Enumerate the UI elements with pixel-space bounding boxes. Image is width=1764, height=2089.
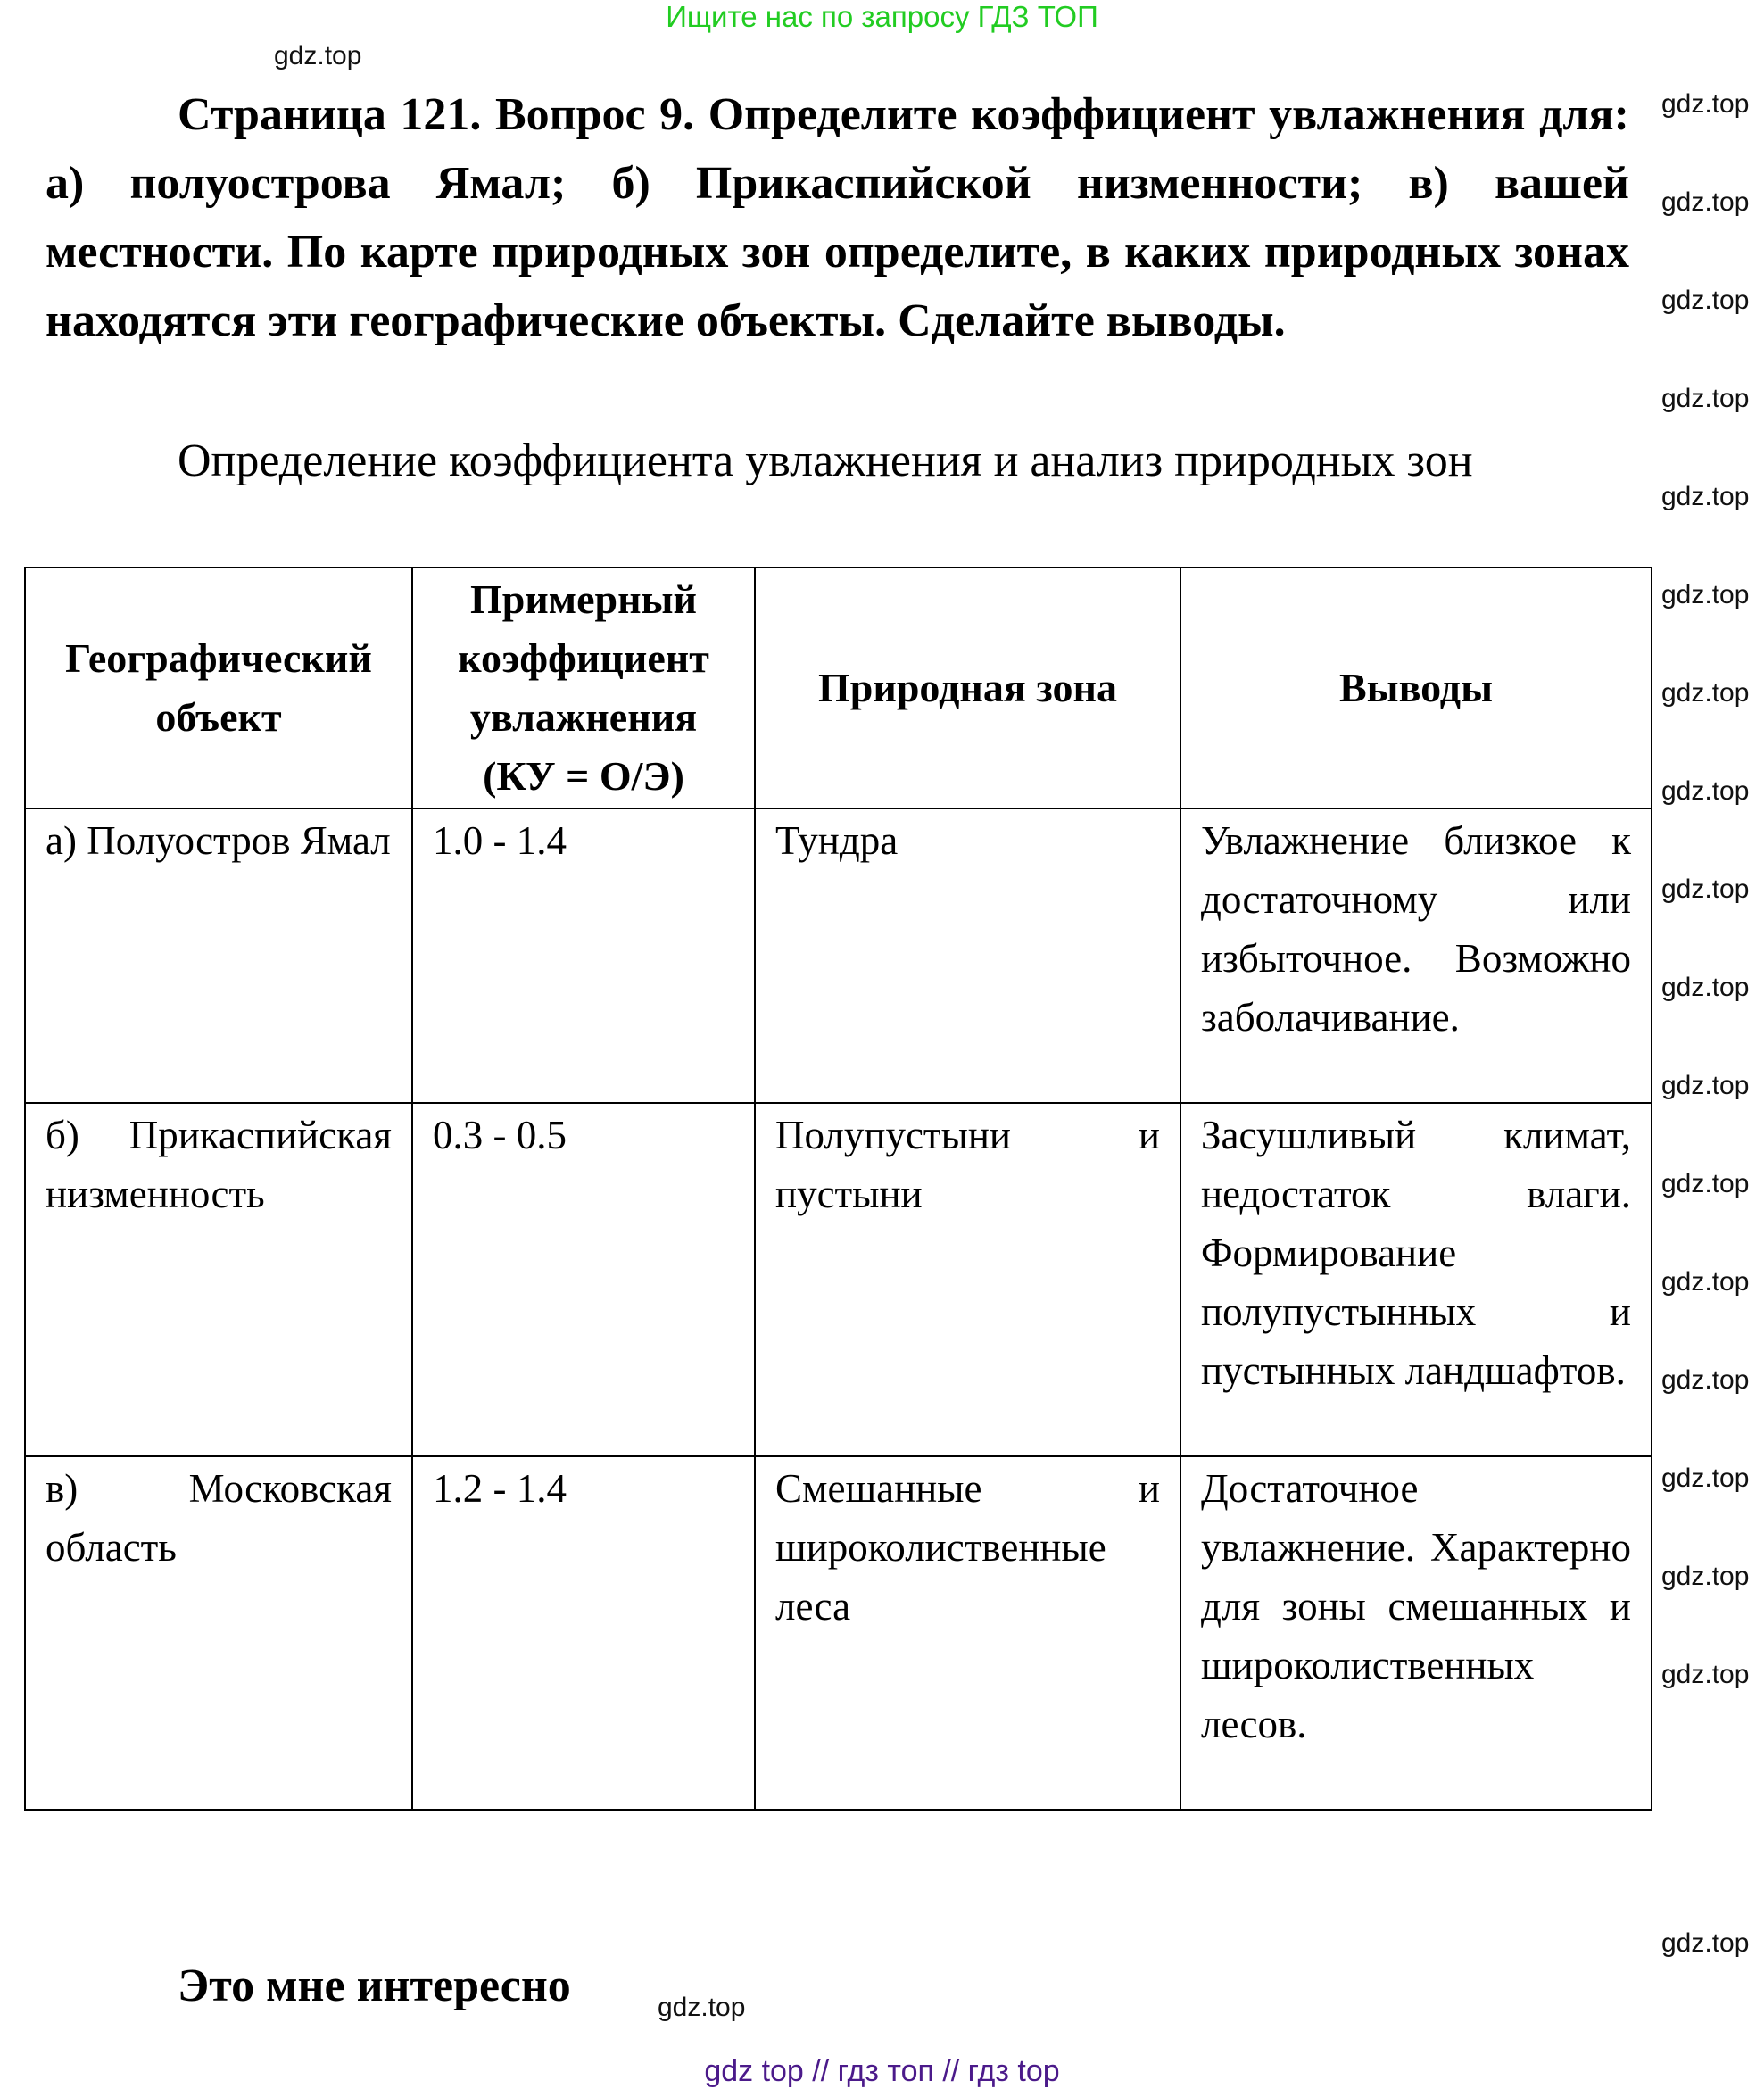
cell-object: в) Московская область — [25, 1456, 412, 1810]
watermark: gdz.top — [1661, 875, 1750, 904]
interest-heading: Это мне интересно — [178, 1961, 571, 2011]
watermark: gdz.top — [1661, 1928, 1750, 1958]
watermark: gdz.top — [1661, 187, 1750, 217]
footer-links[interactable]: gdz top // гдз топ // гдз top — [704, 2054, 1060, 2088]
watermark: gdz.top — [1661, 1071, 1750, 1100]
cell-object: а) Полуостров Ямал — [25, 808, 412, 1103]
cell-zone: Тундра — [755, 808, 1180, 1103]
watermark: gdz.top — [1661, 1660, 1750, 1689]
watermark: gdz.top — [1661, 89, 1750, 119]
watermark: gdz.top — [1661, 1463, 1750, 1493]
watermark: gdz.top — [274, 41, 362, 70]
cell-object: б) Прикаспийская низменность — [25, 1103, 412, 1456]
cell-coef: 1.0 - 1.4 — [412, 808, 755, 1103]
watermark: gdz.top — [1661, 580, 1750, 609]
cell-conclusion: Засушливый климат, недостаток влаги. Формирование полупустынных и пустынных ландшафтов. — [1180, 1103, 1652, 1456]
watermark: gdz.top — [1661, 286, 1750, 315]
cell-zone: Полупустыни и пустыни — [755, 1103, 1180, 1456]
watermark: gdz.top — [1661, 678, 1750, 708]
watermark: gdz.top — [1661, 384, 1750, 413]
header-conclusion: Выводы — [1180, 568, 1652, 808]
watermark: gdz.top — [658, 1993, 746, 2022]
search-banner[interactable]: Ищите нас по запросу ГДЗ ТОП — [666, 0, 1098, 33]
table-header-row — [25, 568, 1652, 808]
cell-conclusion: Увлажнение близкое к достаточному или избыточное. Возможно заболачивание. — [1180, 808, 1652, 1103]
watermark: gdz.top — [1661, 1267, 1750, 1297]
cell-coef: 0.3 - 0.5 — [412, 1103, 755, 1456]
moisture-table — [24, 567, 1652, 1811]
table-row — [25, 1103, 1652, 1456]
question-text: Страница 121. Вопрос 9. Определите коэффициент увлажнения для: а) полуострова Ямал; б) Прикаспийской низменности; в) вашей местности. По карте природных зон определите, в каких природных зонах находятся эти географические объекты. Сделайте выводы. — [46, 89, 1629, 346]
watermark: gdz.top — [1661, 973, 1750, 1002]
watermark: gdz.top — [1661, 482, 1750, 511]
header-zone: Природная зона — [755, 568, 1180, 808]
watermark: gdz.top — [1661, 1365, 1750, 1395]
cell-coef: 1.2 - 1.4 — [412, 1456, 755, 1810]
watermark: gdz.top — [1661, 776, 1750, 806]
watermark: gdz.top — [1661, 1562, 1750, 1591]
header-object: Географический объект — [25, 568, 412, 808]
cell-conclusion: Достаточное увлажнение. Характерно для зоны смешанных и широколиственных лесов. — [1180, 1456, 1652, 1810]
table-caption: Определение коэффициента увлажнения и анализ природных зон — [178, 435, 1473, 486]
table-row — [25, 1456, 1652, 1810]
table-row — [25, 808, 1652, 1103]
header-coef: Примерный коэффициент увлажнения (КУ = О/Э) — [412, 568, 755, 808]
watermark: gdz.top — [1661, 1169, 1750, 1198]
cell-zone: Смешанные и широколиственные леса — [755, 1456, 1180, 1810]
